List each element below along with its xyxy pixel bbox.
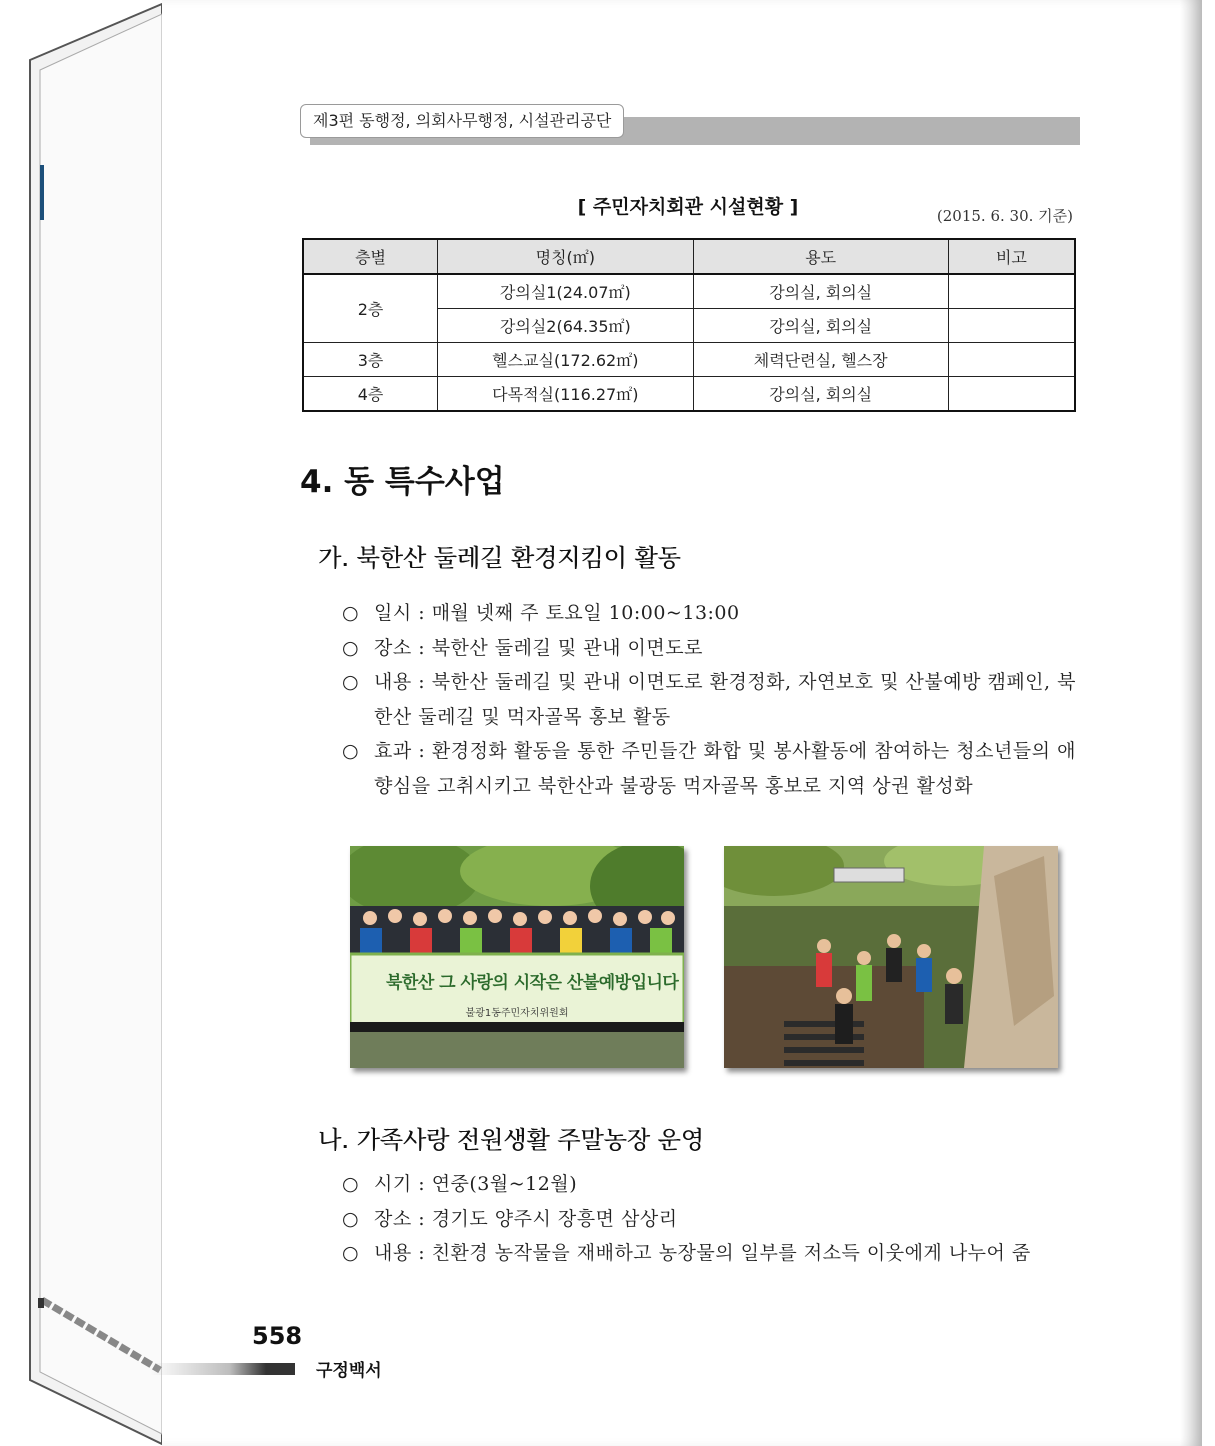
page-number: 558	[252, 1322, 303, 1350]
note-cell	[948, 343, 1075, 377]
subsection-heading: 나. 가족사랑 전원생활 주말농장 운영	[318, 1126, 704, 1154]
list-item	[342, 665, 1076, 734]
use-cell: 강의실, 회의실	[693, 309, 948, 343]
list-item	[342, 1202, 1076, 1237]
list-item-text: 장소 : 북한산 둘레길 및 관내 이면도로	[374, 636, 703, 659]
footer-bar	[150, 1363, 295, 1375]
trail-photo-illustration	[724, 846, 1058, 1068]
list-item-text: 시기 : 연중(3월~12월)	[374, 1173, 578, 1195]
table-header-row	[303, 239, 1075, 274]
bullet-icon: ○	[342, 740, 360, 762]
subsection-heading: 가. 북한산 둘레길 환경지킴이 활동	[318, 544, 681, 572]
use-cell: 체력단련실, 헬스장	[693, 343, 948, 377]
list-item-text: 장소 : 경기도 양주시 장흥면 삼상리	[374, 1207, 678, 1230]
list-item-text: 일시 : 매월 넷째 주 토요일 10:00~13:00	[374, 602, 740, 624]
list-item-text: 효과 : 환경정화 활동을 통한 주민들간 화합 및 봉사활동에 참여하는 청소년들의 애향심을 고취시키고 북한산과 불광동 먹자골목 홍보로 지역 상권 활성화	[374, 740, 1076, 797]
name-cell: 다목적실(116.27㎡)	[438, 377, 693, 412]
bullet-icon: ○	[342, 1173, 360, 1195]
list-item	[342, 1236, 1076, 1271]
book-edge	[0, 0, 170, 1446]
page-shadow	[1180, 0, 1202, 1446]
banner-text: 북한산 그 사랑의 시작은 산불예방입니다	[386, 973, 679, 993]
name-cell: 헬스교실(172.62㎡)	[438, 343, 693, 377]
name-cell: 강의실1(24.07㎡)	[438, 274, 693, 309]
note-cell	[948, 309, 1075, 343]
trail-photo	[724, 846, 1058, 1068]
table-row	[303, 377, 1075, 412]
chapter-header: 제3편 동행정, 의회사무행정, 시설관리공단	[300, 104, 624, 138]
list-item	[342, 596, 1076, 631]
table-row	[303, 343, 1075, 377]
group-photo-illustration	[350, 846, 684, 1068]
floor-cell: 4층	[303, 377, 438, 412]
list-item	[342, 631, 1076, 666]
facility-table	[302, 238, 1076, 412]
note-cell	[948, 274, 1075, 309]
section-heading: 4. 동 특수사업	[300, 464, 505, 500]
bullet-icon: ○	[342, 671, 360, 693]
floor-cell: 3층	[303, 343, 438, 377]
list-item	[342, 734, 1076, 803]
table-date: (2015. 6. 30. 기준)	[936, 207, 1073, 225]
bullet-icon: ○	[342, 1242, 360, 1264]
column-header: 명칭(㎡)	[438, 239, 693, 274]
bullet-list	[342, 596, 1076, 803]
book-title: 구정백서	[316, 1361, 382, 1381]
list-item	[342, 1167, 1076, 1202]
column-header: 비고	[948, 239, 1075, 274]
table-row	[303, 274, 1075, 309]
note-cell	[948, 377, 1075, 412]
column-header: 용도	[693, 239, 948, 274]
name-cell: 강의실2(64.35㎡)	[438, 309, 693, 343]
bullet-list	[342, 1167, 1076, 1271]
group-photo	[350, 846, 684, 1068]
column-header: 층별	[303, 239, 438, 274]
bullet-icon: ○	[342, 636, 360, 659]
use-cell: 강의실, 회의실	[693, 274, 948, 309]
table-title: [ 주민자치회관 시설현황 ]	[577, 196, 799, 218]
bullet-icon: ○	[342, 1207, 360, 1230]
bullet-icon: ○	[342, 602, 360, 624]
list-item-text: 내용 : 친환경 농작물을 재배하고 농장물의 일부를 저소득 이웃에게 나누어 줌	[374, 1242, 1031, 1264]
list-item-text: 내용 : 북한산 둘레길 및 관내 이면도로 환경정화, 자연보호 및 산불예방 캠페인, 북한산 둘레길 및 먹자골목 홍보 활동	[374, 671, 1076, 728]
floor-cell: 2층	[303, 274, 438, 343]
banner-subtext: 불광1동주민자치위원회	[465, 1008, 569, 1019]
use-cell: 강의실, 회의실	[693, 377, 948, 412]
